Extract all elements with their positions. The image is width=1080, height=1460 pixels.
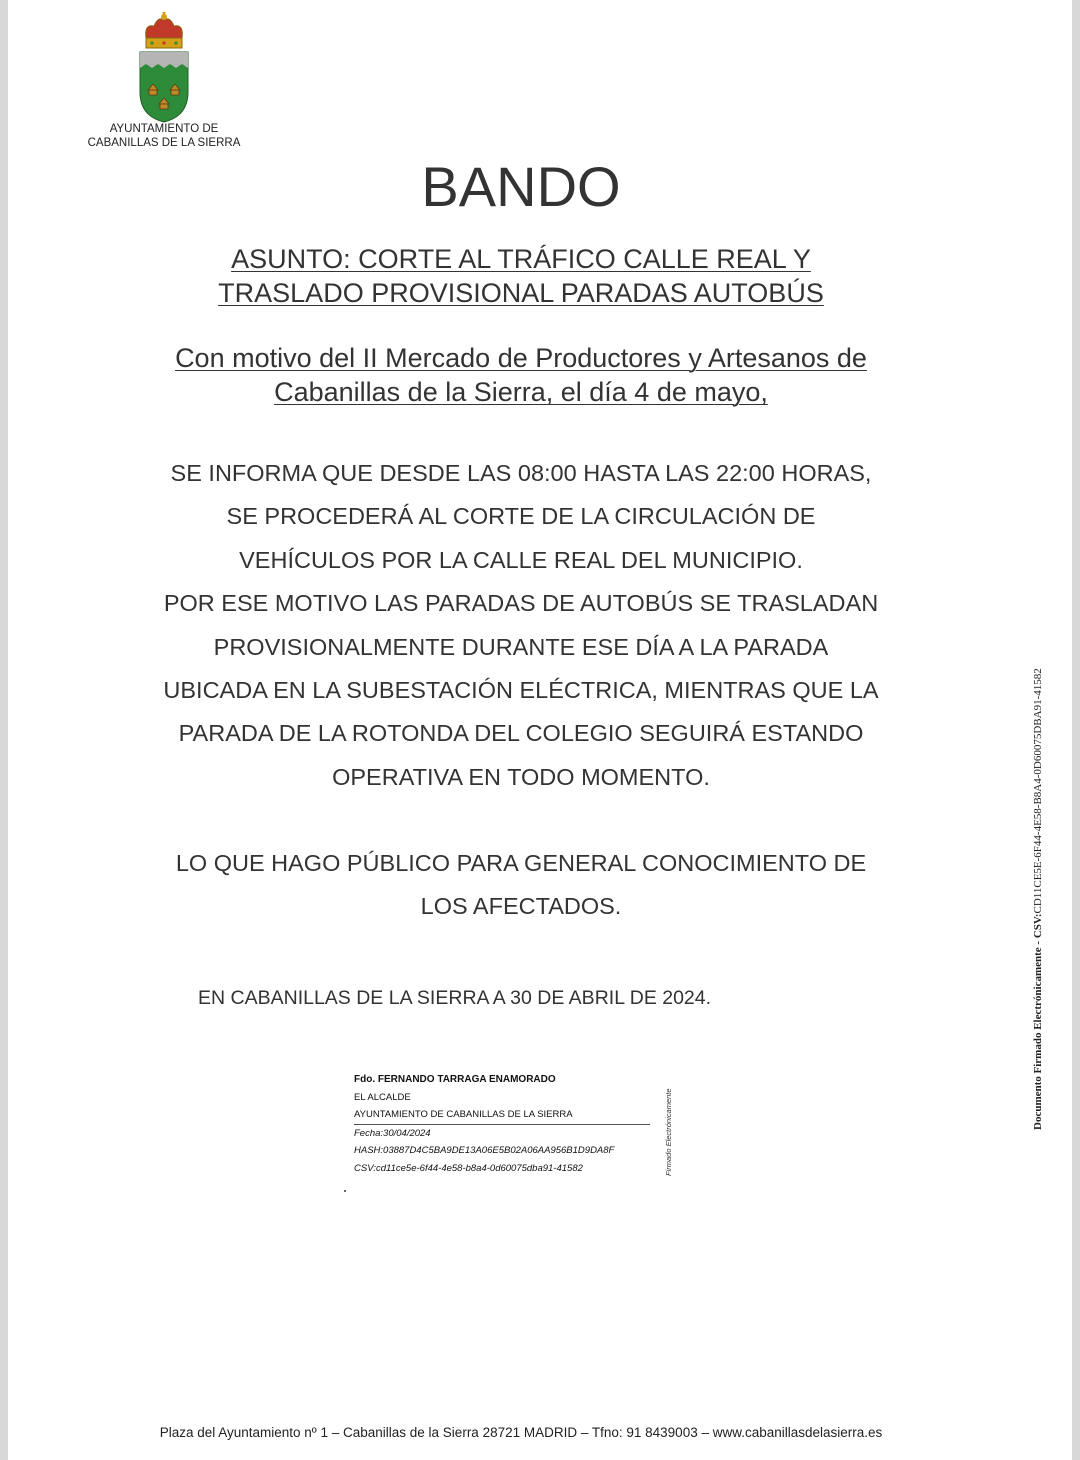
electronic-signature-label: Firmado Electrónicamente [664,1088,673,1176]
occasion-line: Cabanillas de la Sierra, el día 4 de mayo, [274,377,768,407]
body-line: SE INFORMA QUE DESDE LAS 08:00 HASTA LAS 22:00 HORAS, [170,460,872,486]
subject-heading [8,242,1034,310]
side-csv-code: CD11CE5E-6F44-4E58-B8A4-0D60075DBA91-41582 [1032,668,1044,914]
footer-address: Plaza del Ayuntamiento nº 1 – Cabanillas de la Sierra 28721 MADRID – Tfno: 91 8439003 – www.cabanillasdelasierra.es [159,1425,883,1440]
body-line: POR ESE MOTIVO LAS PARADAS DE AUTOBÚS SE TRASLADAN [163,590,879,617]
occasion-heading [8,341,1034,409]
coat-of-arms-icon [134,12,194,124]
signature-csv: CSV:cd11ce5e-6f44-4e58-b8a4-0d60075dba91-41582 [354,1162,583,1174]
closing-statement [8,842,1034,929]
subject-line: TRASLADO PROVISIONAL PARADAS AUTOBÚS [218,278,824,308]
document-page [8,0,1072,1460]
signer-name: Fdo. FERNANDO TARRAGA ENAMORADO [354,1074,556,1085]
page-title: BANDO [421,155,621,218]
side-csv-stamp [1032,668,1044,1130]
side-csv-label: Documento Firmado Electrónicamente - CSV: [1032,913,1044,1130]
signer-organization: AYUNTAMIENTO DE CABANILLAS DE LA SIERRA [354,1106,650,1125]
signature-date: Fecha:30/04/2024 [354,1127,431,1139]
closing-line: LO QUE HAGO PÚBLICO PARA GENERAL CONOCIMIENTO DE [175,850,867,876]
council-name: AYUNTAMIENTO DE CABANILLAS DE LA SIERRA [87,123,241,149]
signer-role: EL ALCALDE [354,1091,411,1103]
body-line: OPERATIVA EN TODO MOMENTO. [332,763,710,790]
signature-hash: HASH:03887D4C5BA9DE13A06E5B02A06AA956B1D9DA8F [354,1145,615,1156]
notice-body [8,452,1034,799]
body-line: VEHÍCULOS POR LA CALLE REAL DEL MUNICIPIO. [239,546,803,573]
stray-dot [344,1190,346,1192]
body-line: PARADA DE LA ROTONDA DEL COLEGIO SEGUIRÁ ESTANDO [178,720,864,747]
closing-line: LOS AFECTADOS. [420,893,622,920]
signature-block [354,1071,660,1177]
body-line: PROVISIONALMENTE DURANTE ESE DÍA A LA PARADA [213,633,829,660]
occasion-line: Con motivo del II Mercado de Productores y Artesanos de [175,343,867,373]
body-line: SE PROCEDERÁ AL CORTE DE LA CIRCULACIÓN DE [226,503,816,530]
subject-line: ASUNTO: CORTE AL TRÁFICO CALLE REAL Y [231,244,811,274]
body-line: UBICADA EN LA SUBESTACIÓN ELÉCTRICA, MIENTRAS QUE LA [163,677,879,704]
place-and-date: EN CABANILLAS DE LA SIERRA A 30 DE ABRIL DE 2024. [198,987,712,1009]
